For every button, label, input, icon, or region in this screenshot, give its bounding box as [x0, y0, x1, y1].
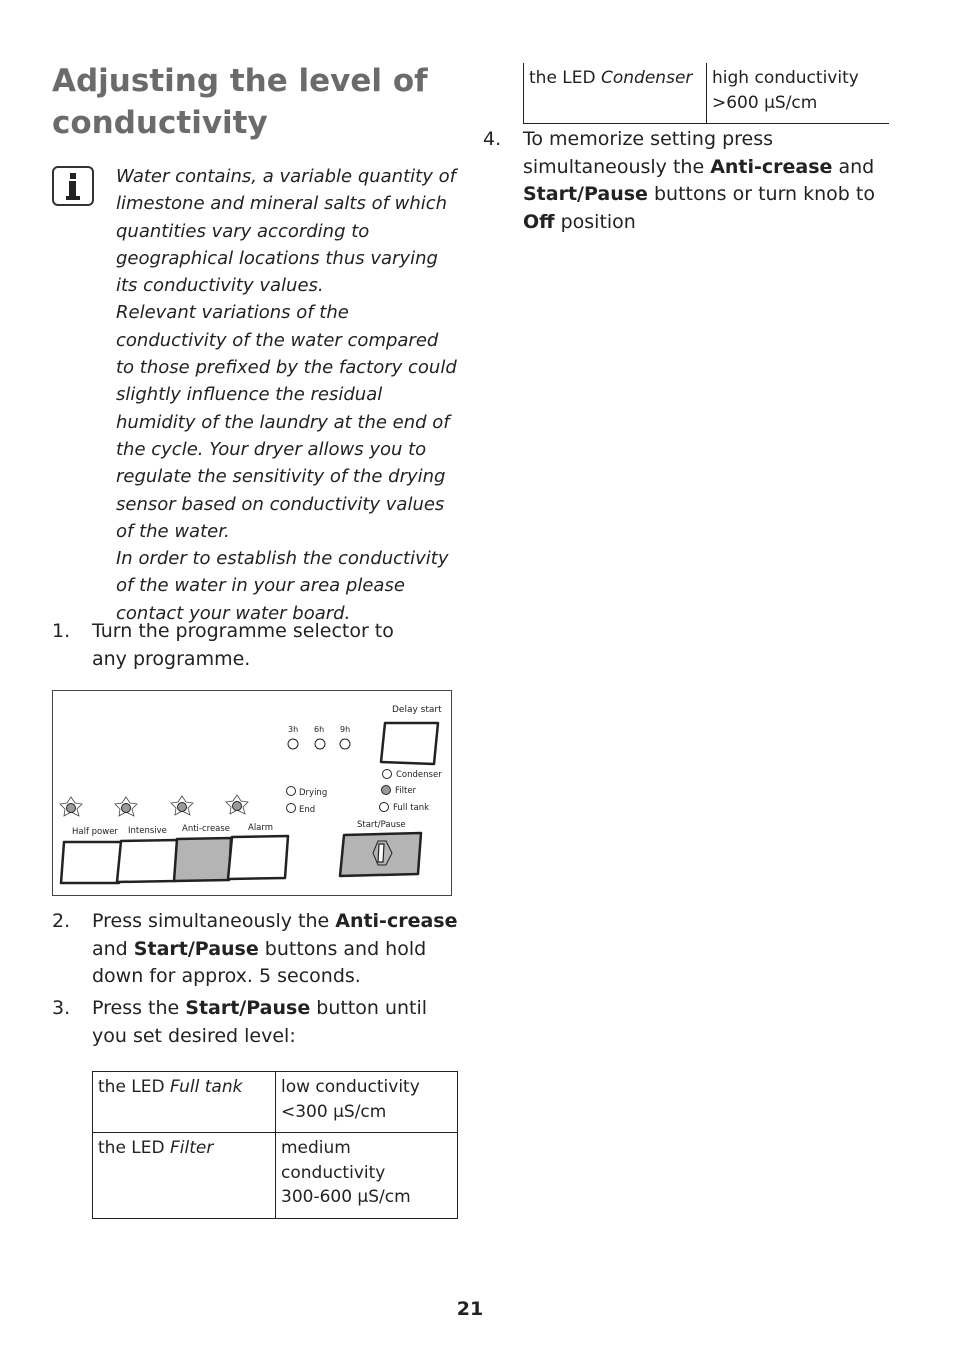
drying-label: Drying — [299, 788, 328, 798]
alarm-label: Alarm — [248, 823, 274, 833]
note-paragraph: Relevant variations of the conductivity of the water compared to those prefixed by the factory could slightly influence the residual humidity of the laundry at the end of the cycle. Your dryer allows you to regulate the sensitivity of the drying sensor based on conductivity values of the water. — [116, 302, 457, 542]
end-label: End — [299, 805, 316, 815]
page-title: Adjusting the level of conductivity — [52, 63, 428, 141]
led-name: Condenser — [601, 68, 693, 88]
led-name: Full tank — [170, 1077, 243, 1097]
conductivity-levels-table-continued — [523, 63, 889, 124]
step-number: 2. — [52, 910, 71, 932]
half-power-label: Half power — [72, 827, 118, 837]
condenser-led — [383, 770, 392, 779]
note-paragraph: In order to establish the conductivity of the water in your area please contact your water board. — [116, 548, 449, 624]
condenser-label: Condenser — [396, 770, 442, 780]
table-row — [93, 1133, 458, 1219]
step-text: Turn the programme selector to any programme. — [92, 620, 394, 670]
start-pause-term: Start/Pause — [523, 183, 648, 205]
conductivity-levels-table — [92, 1071, 458, 1219]
led-cell: the LED Full tank — [93, 1072, 276, 1133]
off-term: Off — [523, 210, 555, 233]
half-power-led — [60, 797, 82, 816]
level-cell: medium conductivity 300-600 µS/cm — [276, 1133, 458, 1219]
filter-label: Filter — [395, 786, 417, 796]
half-power-button[interactable] — [61, 842, 122, 883]
info-icon — [52, 166, 94, 206]
level-cell: low conductivity <300 µS/cm — [276, 1072, 458, 1133]
alarm-button[interactable] — [228, 836, 288, 879]
step-text: Press simultaneously the Anti-crease and Start/Pause buttons and hold down for approx. 5 seconds. — [92, 910, 458, 987]
step-number: 4. — [483, 128, 502, 150]
filter-led — [382, 786, 391, 795]
page-number: 21 — [456, 1298, 484, 1320]
table-row — [93, 1072, 458, 1133]
delay-3h-led — [288, 739, 298, 749]
led-cell: the LED Condenser — [524, 63, 707, 124]
anti-crease-led — [171, 796, 193, 815]
step-text: To memorize setting press simultaneously the Anti-crease and Start/Pause buttons or turn knob to Off position — [523, 128, 875, 233]
delay-9h-label: 9h — [340, 725, 351, 734]
delay-9h-led — [340, 739, 350, 749]
control-panel-illustration — [52, 690, 452, 896]
drying-led — [287, 787, 296, 796]
step-number: 3. — [52, 997, 71, 1019]
intensive-led — [115, 797, 137, 816]
table-row — [524, 63, 890, 124]
intensive-label: Intensive — [128, 826, 167, 836]
level-cell: high conductivity >600 µS/cm — [707, 63, 890, 124]
anti-crease-button[interactable] — [174, 838, 231, 881]
step-number: 1. — [52, 620, 71, 642]
start-pause-label: Start/Pause — [357, 820, 406, 830]
start-pause-term: Start/Pause — [185, 997, 311, 1019]
anti-crease-term: Anti-crease — [710, 155, 833, 178]
intensive-button[interactable] — [117, 840, 177, 882]
step-text: Press the Start/Pause button until you set desired level: — [92, 997, 428, 1047]
info-note — [116, 163, 461, 627]
anti-crease-term: Anti-crease — [335, 910, 458, 932]
end-led — [287, 804, 296, 813]
note-paragraph: Water contains, a variable quantity of limestone and mineral salts of which quantities vary according to geographical locations thus varying its conductivity values. — [116, 166, 456, 297]
delay-start-label: Delay start — [392, 705, 442, 715]
led-name: Filter — [170, 1138, 214, 1158]
delay-start-button[interactable] — [381, 723, 438, 764]
full-tank-led — [380, 803, 389, 812]
anti-crease-label: Anti-crease — [182, 824, 231, 834]
alarm-led — [226, 795, 248, 814]
delay-6h-label: 6h — [314, 725, 325, 734]
start-pause-term: Start/Pause — [133, 937, 259, 960]
full-tank-label: Full tank — [393, 803, 430, 813]
delay-3h-label: 3h — [288, 725, 299, 734]
led-cell: the LED Filter — [93, 1133, 276, 1219]
delay-6h-led — [315, 739, 325, 749]
